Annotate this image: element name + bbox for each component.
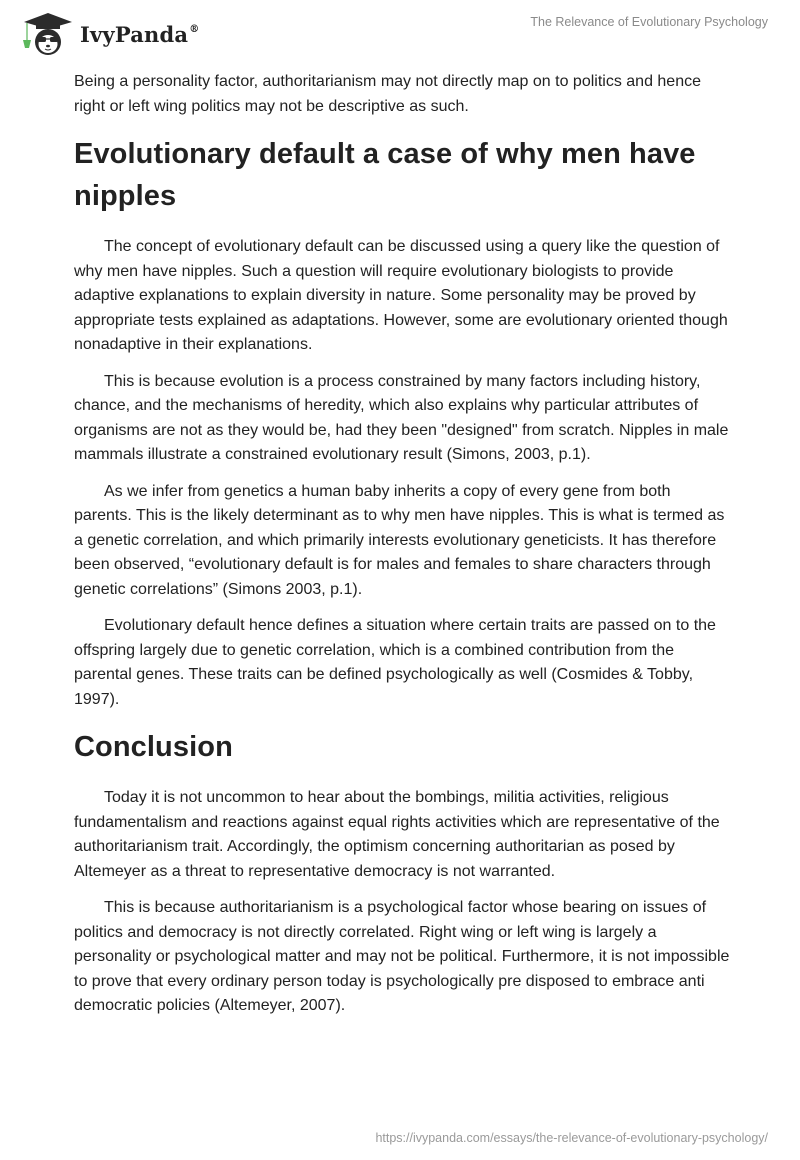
page-header xyxy=(0,0,800,60)
ivypanda-logo[interactable] xyxy=(18,8,199,56)
paragraph: Evolutionary default hence defines a situation where certain traits are passed on to the offspring largely due to genetic correlation, which is a combined contribution from the parental genes. These traits can be defined psychologically as well (Cosmides & Tobby, 1997). xyxy=(74,617,716,708)
paragraph: As we infer from genetics a human baby inherits a copy of every gene from both parents. This is the likely determinant as to why men have nipples. This is what is termed as a genetic correlation, and which primarily interests evolutionary geneticists. It has therefore been observed, “evolutionary default is for males and females to share characters through genetic correlations” (Simons 2003, p.1). xyxy=(74,482,725,598)
brand-name: IvyPanda® xyxy=(80,21,200,47)
article-body xyxy=(74,70,730,1031)
paragraph: This is because authoritarianism is a psychological factor whose bearing on issues of politics and democracy is not directly correlated. Right wing or left wing is largely a personality or psychological matter and may not be political. Furthermore, it is not impossible to prove that every ordinary person today is psychologically pre disposed to embrace anti democratic policies (Altemeyer, 2007). xyxy=(74,899,730,1014)
section-heading-conclusion: Conclusion xyxy=(74,731,233,763)
section-heading-evolutionary-default: Evolutionary default a case of why men have nipples xyxy=(74,138,696,212)
paragraph: The concept of evolutionary default can be discussed using a query like the question of why men have nipples. Such a question will require evolutionary biologists to provide adaptive explanations to explain diversity in nature. Some personality may be proved by appropriate tests explained as adaptations. However, some are evolutionary oriented though nonadaptive in their explanations. xyxy=(74,238,728,353)
paragraph: This is because evolution is a process constrained by many factors including history, chance, and the mechanisms of heredity, which also explains why particular attributes of organisms are not as they would be, had they been "designed" from scratch. Nipples in male mammals illustrate a constrained evolutionary result (Simons, 2003, p.1). xyxy=(74,372,729,463)
source-url[interactable]: https://ivypanda.com/essays/the-relevance-of-evolutionary-psychology/ xyxy=(375,1131,768,1145)
panda-graduate-icon xyxy=(18,8,74,56)
paragraph: Today it is not uncommon to hear about the bombings, militia activities, religious fundamentalism and reactions against equal rights activities which are representative of the authoritarianism trait. Accordingly, the optimism concerning authoritarian as posed by Altemeyer as a threat to representative democracy is not warranted. xyxy=(74,789,720,880)
intro-paragraph: Being a personality factor, authoritarianism may not directly map on to politics and hence right or left wing politics may not be descriptive as such. xyxy=(74,73,701,115)
document-title: The Relevance of Evolutionary Psychology xyxy=(530,15,768,29)
